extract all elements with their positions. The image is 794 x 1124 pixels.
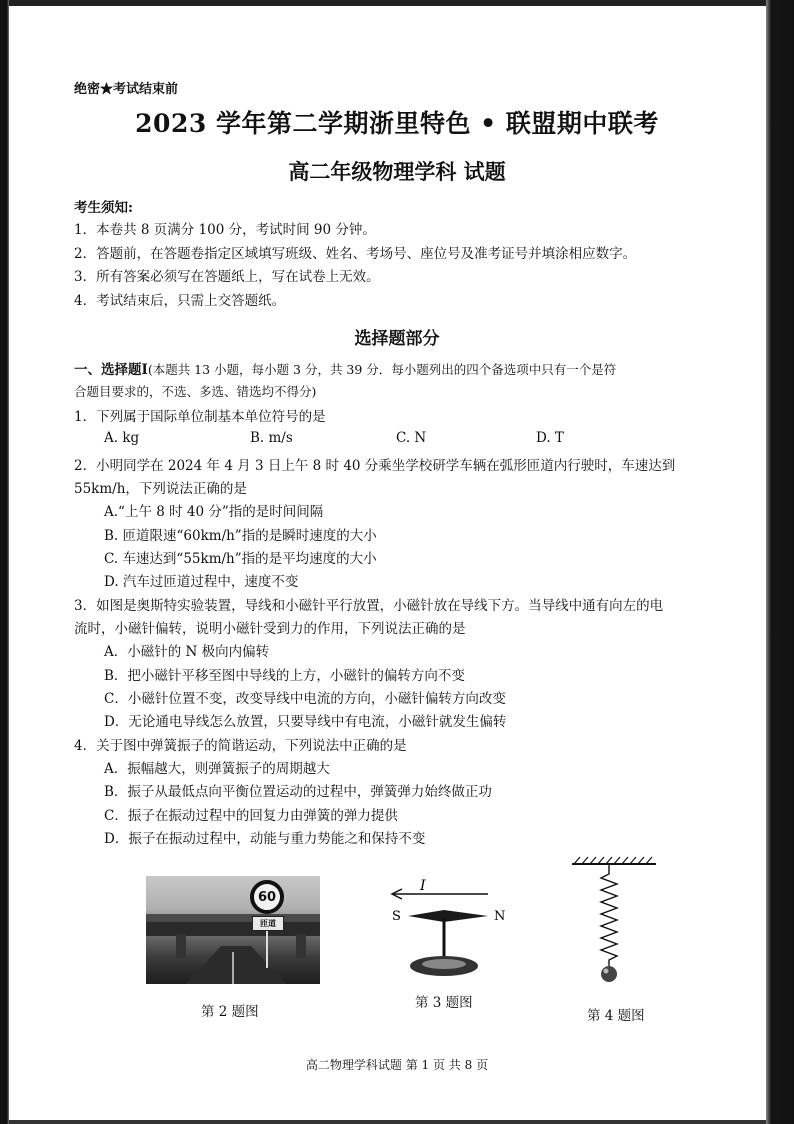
option-d: D. 汽车过匝道过程中，速度不变 bbox=[104, 574, 299, 590]
compass-needle bbox=[408, 910, 488, 922]
notice-item: 2．答题前，在答题卷指定区域填写班级、姓名、考场号、座位号及准考证号并填涂相应数字。 bbox=[74, 246, 637, 262]
ball-highlight bbox=[604, 969, 609, 974]
option-a: A．小磁针的 N 极向内偏转 bbox=[104, 644, 270, 660]
north-pole-label: N bbox=[494, 909, 506, 924]
question-stem: 3．如图是奥斯特实验装置，导线和小磁针平行放置，小磁针放在导线下方。当导线中通有向左的电 bbox=[74, 598, 664, 614]
option-d: D．无论通电导线怎么放置，只要导线中有电流，小磁针就发生偏转 bbox=[104, 714, 507, 730]
exam-title: 2023 学年第二学期浙里特色 • 联盟期中联考 bbox=[135, 109, 659, 138]
section-title: 选择题部分 bbox=[354, 329, 440, 349]
oscillator-ball bbox=[601, 966, 617, 982]
exam-subtitle: 高二年级物理学科 试题 bbox=[288, 159, 506, 184]
part-description: (本题共 13 小题，每小题 3 分，共 39 分．每小题列出的四个备选项中只有一个是符 bbox=[147, 362, 617, 377]
option-d: D. T bbox=[536, 430, 564, 446]
figure-3-caption: 第 3 题图 bbox=[415, 995, 473, 1011]
lane-marking bbox=[232, 952, 234, 984]
figure-2-photo bbox=[146, 876, 320, 984]
part-heading bbox=[74, 358, 616, 378]
option-b: B．振子从最低点向平衡位置运动的过程中，弹簧弹力始终做正功 bbox=[104, 784, 492, 800]
spring bbox=[601, 864, 617, 966]
question-stem-cont: 流时，小磁针偏转，说明小磁针受到力的作用，下列说法正确的是 bbox=[74, 621, 466, 637]
option-b: B．把小磁针平移至图中导线的上方，小磁针的偏转方向不变 bbox=[104, 668, 465, 684]
ceiling-hatch bbox=[574, 857, 652, 864]
sign-pole bbox=[266, 928, 268, 968]
notice-item: 1．本卷共 8 页满分 100 分，考试时间 90 分钟。 bbox=[74, 222, 376, 238]
option-a: A．振幅越大，则弹簧振子的周期越大 bbox=[104, 761, 330, 777]
question-stem-cont: 55km/h，下列说法正确的是 bbox=[74, 481, 247, 497]
south-pole-label: S bbox=[392, 909, 401, 924]
notice-heading: 考生须知: bbox=[74, 200, 133, 216]
page-footer: 高二物理学科试题 第 1 页 共 8 页 bbox=[305, 1058, 489, 1072]
option-c: C. 车速达到“55km/h”指的是平均速度的大小 bbox=[104, 551, 377, 567]
question-stem: 4．关于图中弹簧振子的简谐运动，下列说法中正确的是 bbox=[74, 738, 407, 754]
bridge-pillar bbox=[176, 934, 186, 958]
option-b: B. 匝道限速“60km/h”指的是瞬时速度的大小 bbox=[104, 528, 377, 544]
bridge-pillar bbox=[296, 934, 306, 958]
stand-base-top bbox=[422, 959, 466, 969]
speed-limit-sign: 60 bbox=[250, 880, 284, 914]
option-c: C．小磁针位置不变，改变导线中电流的方向，小磁针偏转方向改变 bbox=[104, 691, 506, 707]
figure-2-caption: 第 2 题图 bbox=[201, 1004, 259, 1020]
question-stem: 2．小明同学在 2024 年 4 月 3 日上午 8 时 40 分乘坐学校研学车辆在弧形匝道内行驶时，车速达到 bbox=[74, 458, 676, 474]
current-label: I bbox=[420, 878, 426, 894]
option-c: C．振子在振动过程中的回复力由弹簧的弹力提供 bbox=[104, 808, 398, 824]
option-d: D．振子在振动过程中，动能与重力势能之和保持不变 bbox=[104, 831, 426, 847]
figure-3-oersted-diagram bbox=[364, 874, 504, 984]
confidential-label: 绝密★考试结束前 bbox=[74, 82, 179, 97]
notice-item: 4．考试结束后，只需上交答题纸。 bbox=[74, 293, 286, 309]
option-c: C. N bbox=[396, 430, 427, 446]
part-description-cont: 合题目要求的，不选、多选、错选均不得分) bbox=[74, 384, 317, 399]
road bbox=[186, 946, 286, 984]
question-stem: 1．下列属于国际单位制基本单位符号的是 bbox=[74, 409, 326, 425]
part-label: 一、选择题Ⅰ bbox=[74, 362, 148, 378]
option-a: A.“上午 8 时 40 分”指的是时间间隔 bbox=[104, 504, 324, 520]
scan-border-top bbox=[0, 0, 794, 6]
scan-border-bottom bbox=[0, 1120, 794, 1124]
option-a: A. kg bbox=[104, 430, 140, 446]
figure-4-spring-oscillator bbox=[566, 856, 662, 992]
notice-item: 3．所有答案必须写在答题纸上，写在试卷上无效。 bbox=[74, 269, 380, 285]
ramp-sign: 匝道 bbox=[252, 916, 284, 931]
figure-4-caption: 第 4 题图 bbox=[587, 1008, 645, 1024]
overpass-bridge bbox=[146, 922, 320, 936]
option-b: B. m/s bbox=[250, 430, 293, 446]
